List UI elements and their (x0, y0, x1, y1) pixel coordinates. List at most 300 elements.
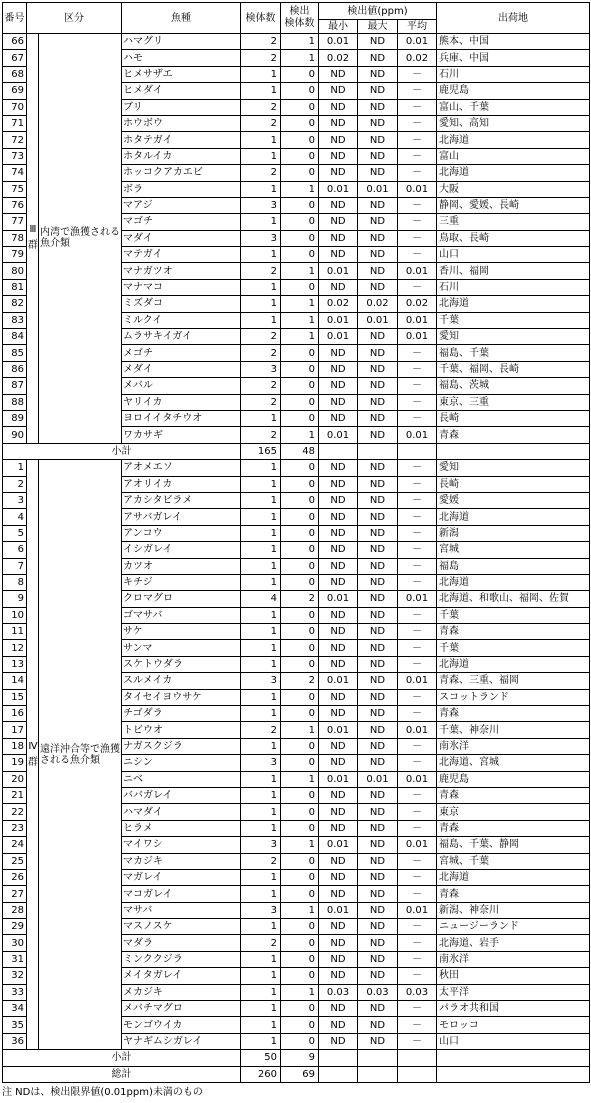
sample-count: 2 (241, 853, 281, 869)
value-avg: － (398, 656, 437, 672)
detected-count: 0 (281, 361, 319, 377)
detected-count: 0 (281, 886, 319, 902)
row-number: 15 (3, 689, 27, 705)
header-detected-line1: 検出 (289, 6, 310, 17)
total-label: 総計 (3, 1066, 241, 1082)
value-max: ND (358, 115, 398, 131)
fish-name: ヤリイカ (122, 394, 241, 410)
source-location: 長崎 (437, 476, 590, 492)
row-number: 70 (3, 99, 27, 115)
value-min: ND (319, 279, 358, 295)
value-min: ND (319, 66, 358, 82)
source-location: 山口 (437, 1033, 590, 1049)
header-max: 最大 (358, 20, 398, 34)
source-location: 熊本、中国 (437, 34, 590, 50)
source-location: 北海道 (437, 296, 590, 312)
value-min: ND (319, 951, 358, 967)
detected-count: 0 (281, 738, 319, 754)
value-max: ND (358, 460, 398, 476)
sample-count: 1 (241, 804, 281, 820)
detected-count: 0 (281, 66, 319, 82)
value-avg: － (398, 394, 437, 410)
detected-count: 1 (281, 34, 319, 50)
results-table (2, 2, 590, 1083)
source-location: 秋田 (437, 968, 590, 984)
detected-count: 0 (281, 378, 319, 394)
sample-count: 1 (241, 968, 281, 984)
row-number: 13 (3, 656, 27, 672)
fish-name: ハマダイ (122, 804, 241, 820)
row-number: 87 (3, 378, 27, 394)
source-location: 福島、千葉、静岡 (437, 837, 590, 853)
fish-name: ワカサギ (122, 427, 241, 443)
row-number: 23 (3, 820, 27, 836)
value-avg: － (398, 460, 437, 476)
row-number: 27 (3, 886, 27, 902)
detected-count: 1 (281, 312, 319, 328)
sample-count: 2 (241, 427, 281, 443)
value-min: ND (319, 738, 358, 754)
source-location: 北海道 (437, 509, 590, 525)
detected-count: 0 (281, 624, 319, 640)
fish-name: ホッコクアカエビ (122, 165, 241, 181)
value-min: ND (319, 640, 358, 656)
empty-cell (437, 1066, 590, 1082)
detected-count: 0 (281, 476, 319, 492)
source-location: 富山 (437, 148, 590, 164)
value-min: 0.01 (319, 427, 358, 443)
value-avg: － (398, 706, 437, 722)
subtotal-samples: 165 (241, 443, 281, 459)
source-location: 青森 (437, 886, 590, 902)
header-avg: 平均 (398, 20, 437, 34)
row-number: 31 (3, 951, 27, 967)
source-location: 北海道 (437, 132, 590, 148)
value-avg: － (398, 574, 437, 590)
detected-count: 0 (281, 574, 319, 590)
value-min: ND (319, 689, 358, 705)
value-max: ND (358, 50, 398, 66)
value-max: ND (358, 837, 398, 853)
fish-name: タイセイヨウサケ (122, 689, 241, 705)
fish-name: マナマコ (122, 279, 241, 295)
value-max: ND (358, 787, 398, 803)
source-location: 宮城、千葉 (437, 853, 590, 869)
value-min: 0.01 (319, 312, 358, 328)
row-number: 90 (3, 427, 27, 443)
value-avg: － (398, 247, 437, 263)
value-avg: － (398, 492, 437, 508)
fish-name: マナガツオ (122, 263, 241, 279)
empty-cell (358, 443, 398, 459)
detected-count: 0 (281, 230, 319, 246)
row-number: 75 (3, 181, 27, 197)
detected-count: 0 (281, 640, 319, 656)
row-number: 18 (3, 738, 27, 754)
row-number: 79 (3, 247, 27, 263)
source-location: 愛知 (437, 460, 590, 476)
source-location: 北海道、岩手 (437, 935, 590, 951)
fish-name: ニベ (122, 771, 241, 787)
row-number: 26 (3, 869, 27, 885)
sample-count: 2 (241, 99, 281, 115)
sample-count: 3 (241, 755, 281, 771)
row-number: 14 (3, 673, 27, 689)
value-min: ND (319, 99, 358, 115)
value-min: ND (319, 542, 358, 558)
row-number: 16 (3, 706, 27, 722)
subtotal-samples: 50 (241, 1050, 281, 1066)
source-location: 千葉 (437, 640, 590, 656)
detected-count: 0 (281, 1001, 319, 1017)
value-max: ND (358, 902, 398, 918)
value-avg: － (398, 689, 437, 705)
row-number: 17 (3, 722, 27, 738)
value-max: ND (358, 558, 398, 574)
sample-count: 1 (241, 542, 281, 558)
sample-count: 1 (241, 83, 281, 99)
detected-count: 0 (281, 755, 319, 771)
sample-count: 1 (241, 984, 281, 1000)
fish-name: マダラ (122, 935, 241, 951)
fish-name: サケ (122, 624, 241, 640)
row-number: 72 (3, 132, 27, 148)
detected-count: 0 (281, 787, 319, 803)
fish-name: ムラサキイガイ (122, 329, 241, 345)
group-label-cell (27, 34, 39, 444)
value-max: ND (358, 345, 398, 361)
sample-count: 1 (241, 132, 281, 148)
header-no: 番号 (3, 3, 27, 34)
detected-count: 0 (281, 214, 319, 230)
value-min: ND (319, 706, 358, 722)
value-max: ND (358, 148, 398, 164)
sample-count: 1 (241, 312, 281, 328)
value-max: ND (358, 361, 398, 377)
row-number: 32 (3, 968, 27, 984)
source-location: 北海道 (437, 165, 590, 181)
row-number: 88 (3, 394, 27, 410)
value-min: ND (319, 148, 358, 164)
detected-count: 0 (281, 951, 319, 967)
fish-name: ニシン (122, 755, 241, 771)
detected-count: 1 (281, 837, 319, 853)
fish-name: ババガレイ (122, 787, 241, 803)
subtotal-label: 小計 (3, 443, 241, 459)
fish-name: メゴチ (122, 345, 241, 361)
row-number: 71 (3, 115, 27, 131)
fish-name: ハマグリ (122, 34, 241, 50)
value-avg: 0.01 (398, 329, 437, 345)
source-location: 鹿児島 (437, 83, 590, 99)
sample-count: 1 (241, 919, 281, 935)
row-number: 74 (3, 165, 27, 181)
fish-name: マスノスケ (122, 919, 241, 935)
value-min: ND (319, 886, 358, 902)
group4-subtotal (3, 1050, 590, 1083)
value-avg: 0.02 (398, 50, 437, 66)
source-location: ニュージーランド (437, 919, 590, 935)
header-min: 最小 (319, 20, 358, 34)
fish-name: ホウボウ (122, 115, 241, 131)
value-min: ND (319, 787, 358, 803)
fish-name: トビウオ (122, 722, 241, 738)
detected-count: 0 (281, 607, 319, 623)
detected-count: 0 (281, 509, 319, 525)
value-max: ND (358, 279, 398, 295)
value-avg: － (398, 476, 437, 492)
sample-count: 2 (241, 935, 281, 951)
source-location: 千葉 (437, 312, 590, 328)
value-avg: － (398, 148, 437, 164)
fish-name: マカジキ (122, 853, 241, 869)
sample-count: 2 (241, 263, 281, 279)
value-min: ND (319, 345, 358, 361)
value-avg: 0.02 (398, 296, 437, 312)
detected-count: 0 (281, 99, 319, 115)
value-avg: － (398, 951, 437, 967)
source-location: スコットランド (437, 689, 590, 705)
detected-count: 0 (281, 525, 319, 541)
value-avg: － (398, 968, 437, 984)
row-number: 78 (3, 230, 27, 246)
value-max: 0.02 (358, 296, 398, 312)
value-avg: 0.01 (398, 181, 437, 197)
row-number: 30 (3, 935, 27, 951)
fish-name: メイタガレイ (122, 968, 241, 984)
row-number: 85 (3, 345, 27, 361)
source-location: 福島、千葉 (437, 345, 590, 361)
row-number: 82 (3, 296, 27, 312)
sample-count: 2 (241, 34, 281, 50)
row-number: 83 (3, 312, 27, 328)
value-avg: 0.03 (398, 984, 437, 1000)
sample-count: 1 (241, 492, 281, 508)
value-max: ND (358, 640, 398, 656)
row-number: 35 (3, 1017, 27, 1033)
detected-count: 0 (281, 148, 319, 164)
value-min: ND (319, 460, 358, 476)
fish-name: ヨロイイタチウオ (122, 410, 241, 426)
sample-count: 1 (241, 1033, 281, 1049)
value-min: ND (319, 378, 358, 394)
source-location: 北海道、和歌山、福岡、佐賀 (437, 591, 590, 607)
value-min: ND (319, 558, 358, 574)
source-location: 北海道、宮城 (437, 755, 590, 771)
row-number: 29 (3, 919, 27, 935)
source-location: 新潟、神奈川 (437, 902, 590, 918)
detected-count: 0 (281, 935, 319, 951)
source-location: 鹿児島 (437, 771, 590, 787)
group-label-numeral: Ⅲ (29, 224, 37, 236)
value-min: 0.01 (319, 181, 358, 197)
row-number: 20 (3, 771, 27, 787)
value-max: ND (358, 542, 398, 558)
value-max: ND (358, 607, 398, 623)
value-min: 0.03 (319, 984, 358, 1000)
detected-count: 0 (281, 279, 319, 295)
value-max: 0.01 (358, 771, 398, 787)
fish-name: ナガスクジラ (122, 738, 241, 754)
value-avg: － (398, 165, 437, 181)
row-number: 66 (3, 34, 27, 50)
value-max: 0.01 (358, 312, 398, 328)
value-min: ND (319, 410, 358, 426)
detected-count: 0 (281, 460, 319, 476)
value-max: ND (358, 247, 398, 263)
value-avg: － (398, 525, 437, 541)
value-min: ND (319, 83, 358, 99)
fish-name: ボラ (122, 181, 241, 197)
source-location: 山口 (437, 247, 590, 263)
row-number: 6 (3, 542, 27, 558)
sample-count: 1 (241, 689, 281, 705)
value-max: ND (358, 132, 398, 148)
source-location: 石川 (437, 66, 590, 82)
sample-count: 3 (241, 230, 281, 246)
source-location: 千葉、福岡、長崎 (437, 361, 590, 377)
sample-count: 1 (241, 771, 281, 787)
sample-count: 3 (241, 673, 281, 689)
source-location: 三重 (437, 214, 590, 230)
value-max: ND (358, 1033, 398, 1049)
detected-count: 0 (281, 820, 319, 836)
value-min: ND (319, 492, 358, 508)
source-location: 香川、福岡 (437, 263, 590, 279)
value-min: ND (319, 574, 358, 590)
row-number: 80 (3, 263, 27, 279)
sample-count: 1 (241, 624, 281, 640)
sample-count: 1 (241, 1017, 281, 1033)
row-number: 3 (3, 492, 27, 508)
sample-count: 1 (241, 279, 281, 295)
sample-count: 4 (241, 591, 281, 607)
sample-count: 1 (241, 525, 281, 541)
group-label-suffix: 群 (28, 240, 38, 252)
fish-name: マゴチ (122, 214, 241, 230)
detected-count: 0 (281, 132, 319, 148)
sample-count: 1 (241, 951, 281, 967)
source-location: 新潟 (437, 525, 590, 541)
header-samples: 検体数 (241, 3, 281, 34)
value-min: ND (319, 361, 358, 377)
value-avg: － (398, 378, 437, 394)
value-max: 0.01 (358, 181, 398, 197)
detected-count: 1 (281, 296, 319, 312)
detected-count: 1 (281, 427, 319, 443)
fish-name: マテガイ (122, 247, 241, 263)
source-location: 愛知、高知 (437, 115, 590, 131)
subtotal-detected: 9 (281, 1050, 319, 1066)
sample-count: 1 (241, 460, 281, 476)
sample-count: 1 (241, 1001, 281, 1017)
value-avg: － (398, 1017, 437, 1033)
header-value-group: 検出値(ppm) (319, 3, 437, 20)
fish-name: ミンククジラ (122, 951, 241, 967)
detected-count: 0 (281, 1033, 319, 1049)
value-min: ND (319, 755, 358, 771)
value-max: ND (358, 869, 398, 885)
fish-name: アンコウ (122, 525, 241, 541)
source-location: 兵庫、中国 (437, 50, 590, 66)
value-max: ND (358, 886, 398, 902)
value-avg: － (398, 83, 437, 99)
source-location: 青森 (437, 787, 590, 803)
detected-count: 0 (281, 542, 319, 558)
value-max: ND (358, 574, 398, 590)
empty-cell (398, 443, 437, 459)
value-avg: － (398, 624, 437, 640)
source-location: モロッコ (437, 1017, 590, 1033)
value-avg: － (398, 214, 437, 230)
detected-count: 0 (281, 492, 319, 508)
value-avg: 0.01 (398, 771, 437, 787)
row-number: 9 (3, 591, 27, 607)
fish-name: ハモ (122, 50, 241, 66)
source-location: パラオ共和国 (437, 1001, 590, 1017)
header-detected-line2: 検体数 (284, 18, 315, 29)
value-min: ND (319, 869, 358, 885)
value-avg: － (398, 509, 437, 525)
source-location: 青森 (437, 427, 590, 443)
value-min: 0.01 (319, 902, 358, 918)
source-location: 長崎 (437, 410, 590, 426)
sample-count: 1 (241, 869, 281, 885)
value-avg: － (398, 132, 437, 148)
value-min: ND (319, 394, 358, 410)
value-min: ND (319, 853, 358, 869)
value-avg: 0.01 (398, 34, 437, 50)
value-min: 0.01 (319, 591, 358, 607)
fish-name: ヒラメ (122, 820, 241, 836)
fish-name: メダイ (122, 361, 241, 377)
source-location: 東京、三重 (437, 394, 590, 410)
value-min: ND (319, 935, 358, 951)
fish-name: メバル (122, 378, 241, 394)
source-location: 青森 (437, 706, 590, 722)
row-number: 73 (3, 148, 27, 164)
value-avg: － (398, 804, 437, 820)
source-location: 愛知 (437, 329, 590, 345)
value-min: ND (319, 607, 358, 623)
value-avg: － (398, 853, 437, 869)
detected-count: 1 (281, 771, 319, 787)
source-location: 太平洋 (437, 984, 590, 1000)
row-number: 10 (3, 607, 27, 623)
group4-body (3, 460, 590, 1050)
source-location: 大阪 (437, 181, 590, 197)
value-min: ND (319, 115, 358, 131)
detected-count: 0 (281, 558, 319, 574)
value-min: ND (319, 165, 358, 181)
sample-count: 1 (241, 787, 281, 803)
value-max: ND (358, 656, 398, 672)
empty-cell (319, 443, 358, 459)
value-min: 0.01 (319, 329, 358, 345)
fish-name: キチジ (122, 574, 241, 590)
fish-name: マコガレイ (122, 886, 241, 902)
sample-count: 1 (241, 820, 281, 836)
value-min: 0.01 (319, 263, 358, 279)
value-min: ND (319, 624, 358, 640)
detected-count: 0 (281, 804, 319, 820)
value-min: 0.01 (319, 837, 358, 853)
value-max: ND (358, 394, 398, 410)
sample-count: 3 (241, 902, 281, 918)
value-avg: － (398, 640, 437, 656)
fish-name: ヒメダイ (122, 83, 241, 99)
row-number: 12 (3, 640, 27, 656)
